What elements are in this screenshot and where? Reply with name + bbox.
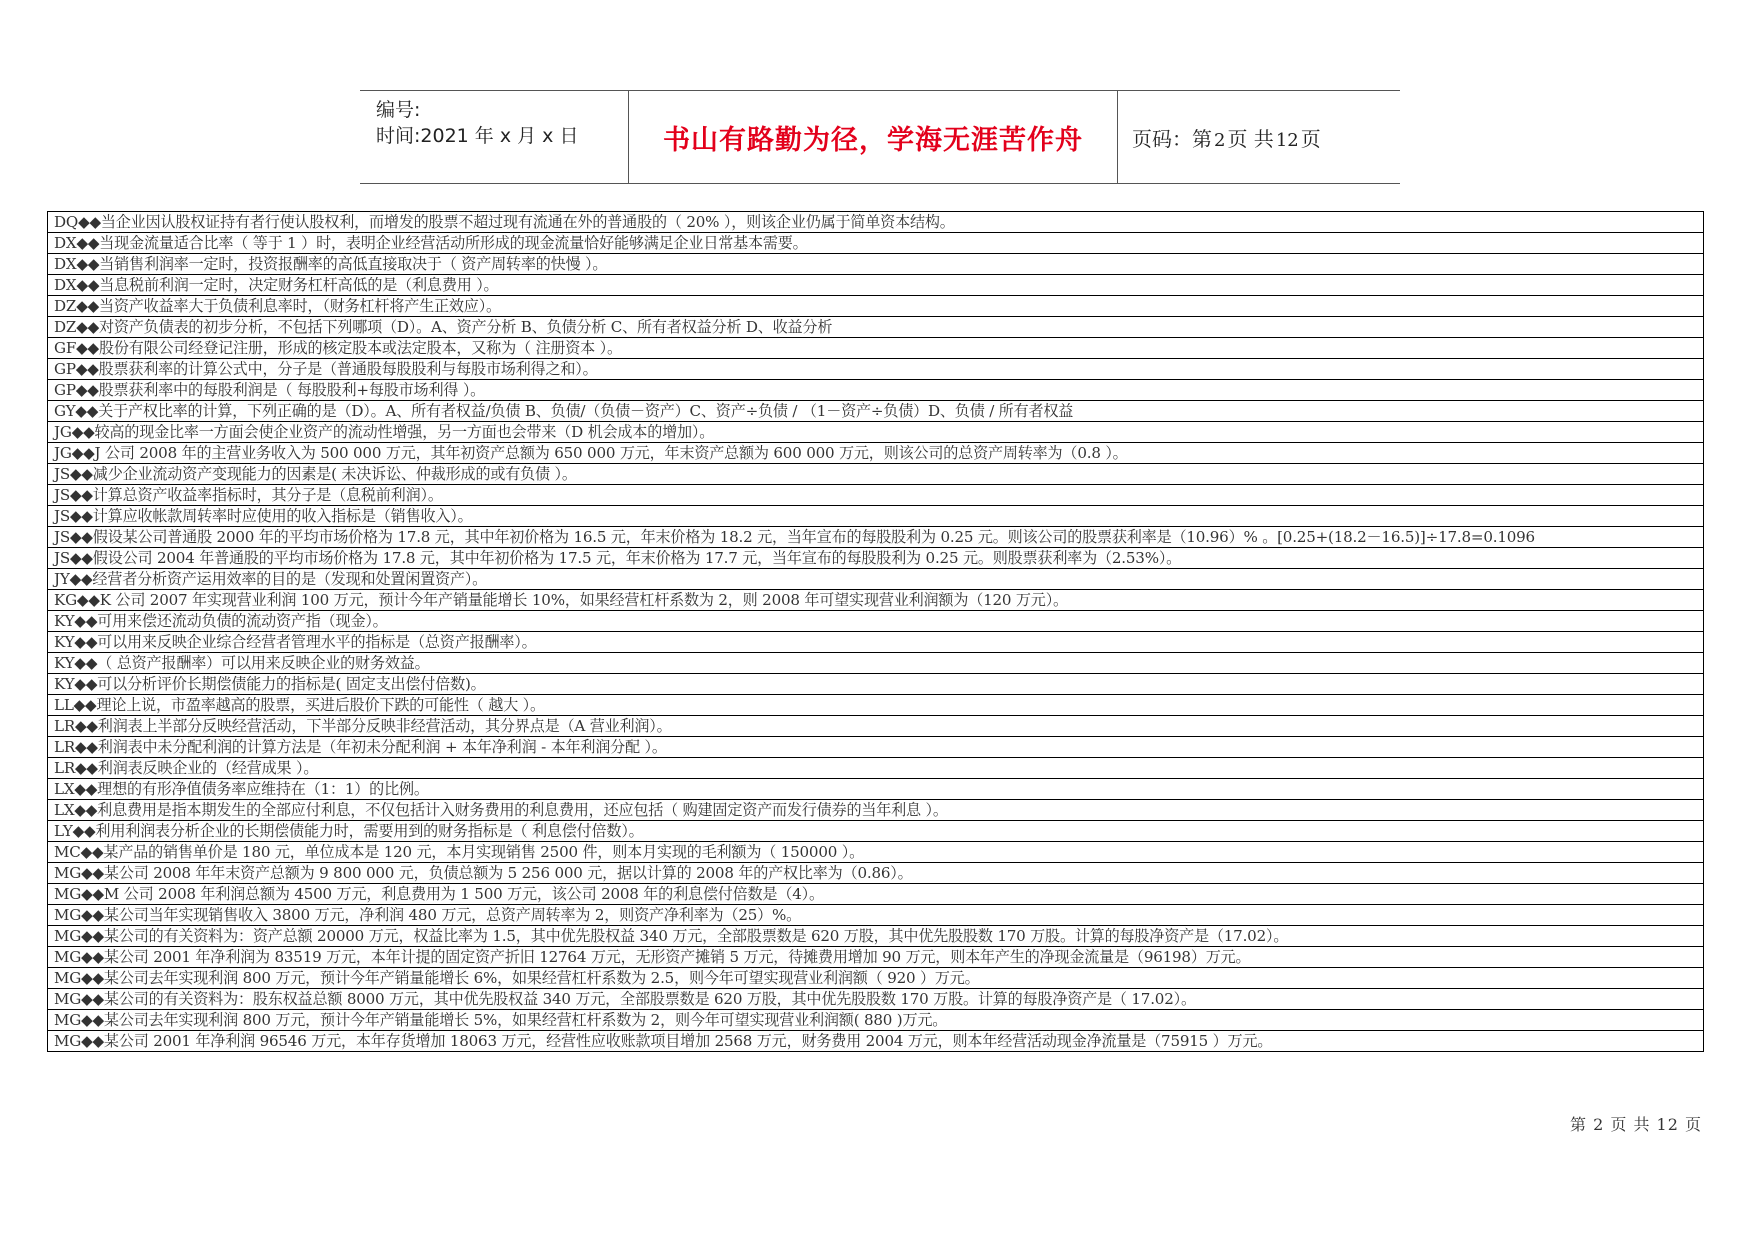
- document-number-label: 编号:: [376, 99, 421, 121]
- table-row: [48, 863, 1704, 884]
- question-text: MG◆◆某公司 2001 年净利润为 83519 万元，本年计提的固定资产折旧 12764 万元，无形资产摊销 5 万元，待摊费用增加 90 万元，则本年产生的净现金流量是（96198）万元。: [48, 947, 1704, 968]
- question-text: KY◆◆可用来偿还流动负债的流动资产指（现金）。: [48, 611, 1704, 632]
- question-text: LL◆◆理论上说，市盈率越高的股票，买进后股价下跌的可能性（ 越大 ）。: [48, 695, 1704, 716]
- table-row: [48, 527, 1704, 548]
- table-row: [48, 254, 1704, 275]
- header-page-code: [1132, 123, 1321, 152]
- question-text: GF◆◆股份有限公司经登记注册，形成的核定股本或法定股本，又称为（ 注册资本 ）。: [48, 338, 1704, 359]
- header-motto: 书山有路勤为径，学海无涯苦作舟: [663, 124, 1083, 156]
- table-row: [48, 905, 1704, 926]
- question-text: JS◆◆减少企业流动资产变现能力的因素是( 未决诉讼、仲裁形成的或有负债 ）。: [48, 464, 1704, 485]
- table-row: [48, 233, 1704, 254]
- question-text: MG◆◆某公司 2008 年年末资产总额为 9 800 000 元，负债总额为 5 256 000 元，据以计算的 2008 年的产权比率为（0.86）。: [48, 863, 1704, 884]
- question-text: KY◆◆可以分析评价长期偿债能力的指标是( 固定支出偿付倍数)。: [48, 674, 1704, 695]
- question-text: JS◆◆假设某公司普通股 2000 年的平均市场价格为 17.8 元，其中年初价格为 16.5 元，年末价格为 18.2 元，当年宣布的每股股利为 0.25 元。则该公司的股票获利率是（10.96）% 。[0.25+(18.2－16.5)]÷17.8=0.1096: [48, 527, 1704, 548]
- table-row: [48, 989, 1704, 1010]
- table-row: [48, 317, 1704, 338]
- question-text: GP◆◆股票获利率中的每股利润是（ 每股股利+每股市场利得 ）。: [48, 380, 1704, 401]
- header-meta-cell: [360, 91, 629, 183]
- question-text: LR◆◆利润表中未分配利润的计算方法是（年初未分配利润 + 本年净利润 - 本年利润分配 ）。: [48, 737, 1704, 758]
- question-text: MG◆◆某公司的有关资料为：资产总额 20000 万元，权益比率为 1.5，其中优先股权益 340 万元，全部股票数是 620 万股，其中优先股股数 170 万股。计算的每股净资产是（17.02）。: [48, 926, 1704, 947]
- question-text: DX◆◆当息税前利润一定时，决定财务杠杆高低的是（利息费用 ）。: [48, 275, 1704, 296]
- question-text: LX◆◆理想的有形净值债务率应维持在（1：1）的比例。: [48, 779, 1704, 800]
- table-row: [48, 821, 1704, 842]
- question-text: DX◆◆当现金流量适合比率（ 等于 1 ）时，表明企业经营活动所形成的现金流量恰好能够满足企业日常基本需要。: [48, 233, 1704, 254]
- page-header: [360, 90, 1400, 184]
- question-text: JG◆◆较高的现金比率一方面会使企业资产的流动性增强，另一方面也会带来（D 机会成本的增加）。: [48, 422, 1704, 443]
- table-row: [48, 338, 1704, 359]
- page-code-total: 12: [1275, 129, 1299, 151]
- question-text: GY◆◆关于产权比率的计算，下列正确的是（D）。A、所有者权益/负债 B、负债/（负债－资产）C、资产÷负债 / （1－资产÷负债）D、负债 / 所有者权益: [48, 401, 1704, 422]
- table-row: [48, 506, 1704, 527]
- question-text: MG◆◆某公司 2001 年净利润 96546 万元，本年存货增加 18063 万元，经营性应收账款项目增加 2568 万元，财务费用 2004 万元，则本年经营活动现金净流量是（75915 ）万元。: [48, 1031, 1704, 1052]
- question-text: JY◆◆经营者分析资产运用效率的目的是（发现和处置闲置资产）。: [48, 569, 1704, 590]
- table-row: [48, 611, 1704, 632]
- table-row: [48, 422, 1704, 443]
- header-motto-cell: [629, 91, 1118, 183]
- table-row: [48, 842, 1704, 863]
- page-code-current: 2: [1214, 129, 1226, 151]
- question-text: JG◆◆J 公司 2008 年的主营业务收入为 500 000 万元，其年初资产总额为 650 000 万元，年末资产总额为 600 000 万元，则该公司的总资产周转率为（0.8 ）。: [48, 443, 1704, 464]
- table-row: [48, 359, 1704, 380]
- table-row: [48, 275, 1704, 296]
- question-text: DZ◆◆对资产负债表的初步分析，不包括下列哪项（D）。A、资产分析 B、负债分析 C、所有者权益分析 D、收益分析: [48, 317, 1704, 338]
- question-text: JS◆◆假设公司 2004 年普通股的平均市场价格为 17.8 元，其中年初价格为 17.5 元，年末价格为 17.7 元，当年宣布的每股股利为 0.25 元。则股票获利率为（2.53%）。: [48, 548, 1704, 569]
- table-row: [48, 443, 1704, 464]
- table-row: [48, 485, 1704, 506]
- table-row: [48, 779, 1704, 800]
- header-page-code-cell: [1118, 91, 1400, 183]
- question-text: KY◆◆可以用来反映企业综合经营者管理水平的指标是（总资产报酬率）。: [48, 632, 1704, 653]
- table-row: [48, 695, 1704, 716]
- question-text: MC◆◆某产品的销售单价是 180 元，单位成本是 120 元，本月实现销售 2500 件，则本月实现的毛利额为（ 150000 ）。: [48, 842, 1704, 863]
- table-row: [48, 947, 1704, 968]
- table-row: [48, 632, 1704, 653]
- table-row: [48, 1010, 1704, 1031]
- table-row: [48, 800, 1704, 821]
- table-row: [48, 884, 1704, 905]
- question-text: DZ◆◆当资产收益率大于负债利息率时，（财务杠杆将产生正效应）。: [48, 296, 1704, 317]
- question-table: [47, 211, 1704, 1052]
- question-text: MG◆◆某公司去年实现利润 800 万元，预计今年产销量能增长 6%，如果经营杠杆系数为 2.5，则今年可望实现营业利润额（ 920 ）万元。: [48, 968, 1704, 989]
- table-row: [48, 758, 1704, 779]
- question-text: JS◆◆计算总资产收益率指标时，其分子是（息税前利润）。: [48, 485, 1704, 506]
- question-text: DX◆◆当销售利润率一定时，投资报酬率的高低直接取决于（ 资产周转率的快慢 ）。: [48, 254, 1704, 275]
- question-text: LY◆◆利用利润表分析企业的长期偿债能力时，需要用到的财务指标是（ 利息偿付倍数）。: [48, 821, 1704, 842]
- question-text: JS◆◆计算应收帐款周转率时应使用的收入指标是（销售收入）。: [48, 506, 1704, 527]
- question-text: MG◆◆某公司当年实现销售收入 3800 万元，净利润 480 万元，总资产周转率为 2，则资产净利率为（25）%。: [48, 905, 1704, 926]
- question-text: LX◆◆利息费用是指本期发生的全部应付利息，不仅包括计入财务费用的利息费用，还应包括（ 购建固定资产而发行债券的当年利息 ）。: [48, 800, 1704, 821]
- question-text: KG◆◆K 公司 2007 年实现营业利润 100 万元，预计今年产销量能增长 10%，如果经营杠杆系数为 2，则 2008 年可望实现营业利润额为（120 万元）。: [48, 590, 1704, 611]
- table-row: [48, 212, 1704, 233]
- table-row: [48, 548, 1704, 569]
- document-time-label: 时间:2021 年 x 月 x 日: [376, 125, 579, 147]
- question-text: GP◆◆股票获利率的计算公式中，分子是（普通股每股股利与每股市场利得之和）。: [48, 359, 1704, 380]
- question-text: KY◆◆（ 总资产报酬率）可以用来反映企业的财务效益。: [48, 653, 1704, 674]
- table-row: [48, 464, 1704, 485]
- page-footer: 第 2 页 共 12 页: [1570, 1115, 1702, 1134]
- table-row: [48, 968, 1704, 989]
- table-row: [48, 401, 1704, 422]
- table-row: [48, 380, 1704, 401]
- page-code-mid: 页 共: [1227, 126, 1274, 151]
- table-row: [48, 674, 1704, 695]
- question-text: MG◆◆某公司的有关资料为：股东权益总额 8000 万元，其中优先股权益 340 万元，全部股票数是 620 万股，其中优先股股数 170 万股。计算的每股净资产是（ 17.02）。: [48, 989, 1704, 1010]
- table-row: [48, 1031, 1704, 1052]
- question-text: LR◆◆利润表反映企业的（经营成果 ）。: [48, 758, 1704, 779]
- table-row: [48, 716, 1704, 737]
- question-text: DQ◆◆当企业因认股权证持有者行使认股权利，而增发的股票不超过现有流通在外的普通股的（ 20% ），则该企业仍属于简单资本结构。: [48, 212, 1704, 233]
- page-code-prefix: 页码：第: [1132, 126, 1212, 151]
- question-text: LR◆◆利润表上半部分反映经营活动，下半部分反映非经营活动，其分界点是（A 营业利润）。: [48, 716, 1704, 737]
- table-row: [48, 296, 1704, 317]
- question-text: MG◆◆M 公司 2008 年利润总额为 4500 万元，利息费用为 1 500 万元，该公司 2008 年的利息偿付倍数是（4）。: [48, 884, 1704, 905]
- page-code-suffix: 页: [1300, 126, 1321, 151]
- table-row: [48, 926, 1704, 947]
- question-table-body: [48, 212, 1704, 1052]
- table-row: [48, 737, 1704, 758]
- table-row: [48, 569, 1704, 590]
- table-row: [48, 653, 1704, 674]
- table-row: [48, 590, 1704, 611]
- question-text: MG◆◆某公司去年实现利润 800 万元，预计今年产销量能增长 5%，如果经营杠杆系数为 2，则今年可望实现营业利润额( 880 )万元。: [48, 1010, 1704, 1031]
